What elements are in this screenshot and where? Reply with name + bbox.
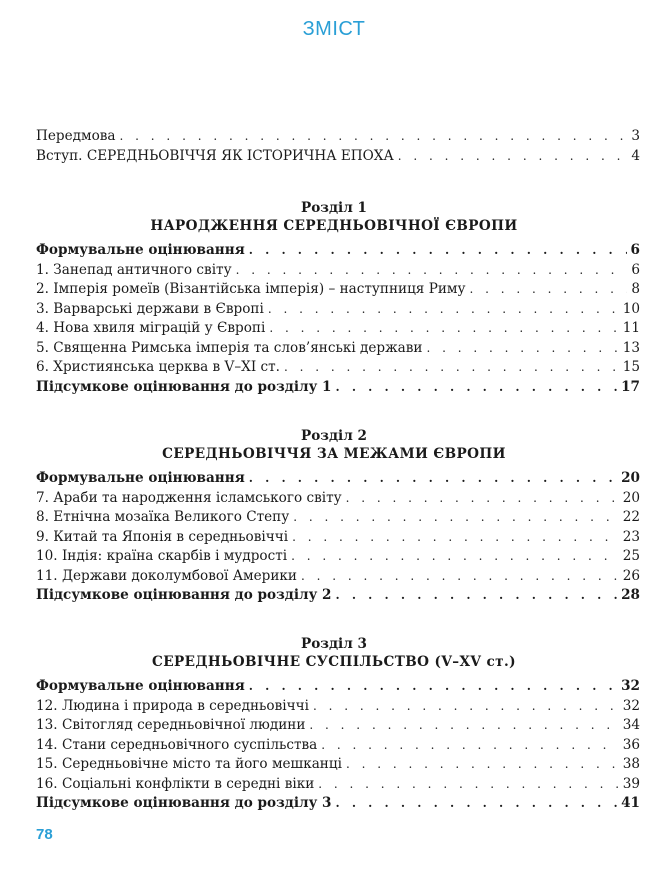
toc-entry-page: 13 — [622, 339, 640, 356]
toc-entry-label: Підсумкове оцінювання до розділу 3 — [36, 795, 332, 811]
toc-entry-page: 41 — [621, 795, 640, 811]
toc-entry[interactable] — [36, 737, 640, 757]
toc-entry-page: 34 — [622, 717, 640, 733]
toc-entry-page: 25 — [622, 548, 640, 564]
leader-dots — [249, 471, 617, 485]
toc-entry-page: 32 — [622, 697, 640, 714]
toc-entry-label: Вступ. СЕРЕДНЬОВІЧЧЯ ЯК ІСТОРИЧНА ЕПОХА — [36, 147, 394, 164]
toc-entry-label: 12. Людина і природа в середньовіччі — [36, 697, 309, 714]
section-number: Розділ 1 — [301, 200, 367, 216]
toc-entry-page: 32 — [621, 678, 640, 694]
toc-entry-page: 26 — [622, 567, 640, 584]
toc-entry-label: Підсумкове оцінювання до розділу 1 — [36, 378, 332, 395]
leader-dots — [318, 777, 618, 791]
leader-dots — [346, 757, 619, 771]
toc-entry[interactable] — [36, 529, 640, 549]
leader-dots — [426, 341, 618, 355]
leader-dots — [346, 491, 619, 505]
leader-dots — [291, 549, 619, 563]
leader-dots — [398, 149, 628, 163]
toc-entry-page: 6 — [630, 242, 640, 258]
toc-entry-page: 22 — [622, 509, 640, 525]
section-heading — [0, 636, 668, 670]
toc-entry-label: 8. Етнічна мозаїка Великого Степу — [36, 509, 290, 525]
toc-entry-label: Формувальне оцінювання — [36, 242, 245, 258]
toc-entry-label: 14. Стани середньовічного суспільства — [36, 736, 318, 753]
leader-dots — [269, 321, 618, 335]
toc-entry[interactable] — [36, 242, 640, 262]
toc-entry-page: 8 — [631, 281, 640, 297]
leader-dots — [236, 263, 628, 277]
leader-dots — [313, 699, 619, 713]
toc-entry[interactable] — [36, 301, 640, 321]
toc-entry[interactable] — [36, 379, 640, 399]
toc-entry-label: Підсумкове оцінювання до розділу 2 — [36, 587, 332, 603]
section-title: СЕРЕДНЬОВІЧНЕ СУСПІЛЬСТВО (V–XV ст.) — [152, 654, 516, 670]
leader-dots — [309, 718, 618, 732]
toc-section-2 — [36, 470, 640, 607]
toc-section-1 — [36, 242, 640, 398]
page-number: 78 — [36, 826, 53, 843]
toc-entry-page: 38 — [622, 756, 640, 772]
section-title: СЕРЕДНЬОВІЧЧЯ ЗА МЕЖАМИ ЄВРОПИ — [162, 446, 506, 462]
toc-entry[interactable] — [36, 148, 640, 168]
toc-entry[interactable] — [36, 587, 640, 607]
leader-dots — [469, 282, 627, 296]
toc-entry-page: 3 — [631, 128, 640, 144]
section-title: НАРОДЖЕННЯ СЕРЕДНЬОВІЧНОЇ ЄВРОПИ — [150, 218, 518, 234]
leader-dots — [335, 796, 617, 810]
leader-dots — [292, 530, 619, 544]
toc-entry[interactable] — [36, 490, 640, 510]
toc-entry[interactable] — [36, 359, 640, 379]
leader-dots — [284, 360, 619, 374]
toc-entry-label: 10. Індія: країна скарбів і мудрості — [36, 548, 288, 564]
toc-entry-label: 9. Китай та Японія в середньовіччі — [36, 528, 289, 545]
toc-entry-page: 11 — [622, 320, 640, 336]
toc-entry[interactable] — [36, 678, 640, 698]
section-heading — [0, 428, 668, 462]
toc-entry[interactable] — [36, 548, 640, 568]
toc-entry-label: Передмова — [36, 128, 116, 144]
toc-entry-label: 3. Варварські держави в Європі — [36, 300, 264, 317]
toc-entry-page: 39 — [622, 775, 640, 792]
toc-entry-page: 20 — [621, 470, 640, 486]
leader-dots — [301, 569, 619, 583]
toc-entry[interactable] — [36, 340, 640, 360]
toc-entry-page: 4 — [631, 147, 640, 164]
leader-dots — [268, 302, 619, 316]
toc-entry-page: 23 — [622, 528, 640, 545]
toc-entry[interactable] — [36, 509, 640, 529]
toc-entry-label: 13. Світогляд середньовічної людини — [36, 717, 306, 733]
leader-dots — [249, 243, 627, 257]
toc-entry-page: 15 — [622, 359, 640, 375]
toc-entry[interactable] — [36, 795, 640, 815]
toc-entry-page: 36 — [622, 736, 640, 753]
toc-entry[interactable] — [36, 717, 640, 737]
section-number: Розділ 3 — [301, 636, 367, 652]
toc-entry[interactable] — [36, 470, 640, 490]
leader-dots — [335, 380, 617, 394]
toc-entry-label: 15. Середньовічне місто та його мешканці — [36, 756, 342, 772]
toc-intro — [36, 128, 640, 167]
leader-dots — [249, 679, 617, 693]
toc-entry-label: Формувальне оцінювання — [36, 678, 245, 694]
section-heading — [0, 200, 668, 234]
section-number: Розділ 2 — [301, 428, 367, 444]
leader-dots — [293, 510, 618, 524]
toc-entry-label: Формувальне оцінювання — [36, 470, 245, 486]
toc-entry-label: 6. Християнська церква в V–XI ст. — [36, 359, 280, 375]
toc-entry[interactable] — [36, 262, 640, 282]
toc-entry[interactable] — [36, 756, 640, 776]
toc-entry[interactable] — [36, 281, 640, 301]
toc-entry-label: 1. Занепад античного світу — [36, 261, 232, 278]
toc-entry[interactable] — [36, 320, 640, 340]
leader-dots — [335, 588, 617, 602]
toc-entry[interactable] — [36, 698, 640, 718]
toc-entry-page: 28 — [621, 587, 640, 603]
page-title: ЗМІСТ — [302, 18, 366, 40]
toc-entry-page: 6 — [631, 261, 640, 278]
toc-entry-label: 5. Священна Римська імперія та слов’янські держави — [36, 339, 423, 356]
toc-section-3 — [36, 678, 640, 815]
toc-entry-label: 7. Араби та народження ісламського світу — [36, 489, 342, 506]
toc-entry[interactable] — [36, 776, 640, 796]
toc-entry-label: 16. Соціальні конфлікти в середні віки — [36, 775, 315, 792]
toc-entry-label: 4. Нова хвиля міграцій у Європі — [36, 320, 266, 336]
leader-dots — [321, 738, 618, 752]
toc-entry[interactable] — [36, 128, 640, 148]
toc-entry[interactable] — [36, 568, 640, 588]
toc-entry-page: 20 — [622, 489, 640, 506]
toc-entry-label: 2. Імперія ромеїв (Візантійська імперія) – наступниця Риму — [36, 281, 466, 297]
leader-dots — [120, 129, 628, 143]
toc-entry-page: 17 — [621, 378, 640, 395]
toc-entry-page: 10 — [622, 300, 640, 317]
toc-entry-label: 11. Держави доколумбової Америки — [36, 567, 297, 584]
